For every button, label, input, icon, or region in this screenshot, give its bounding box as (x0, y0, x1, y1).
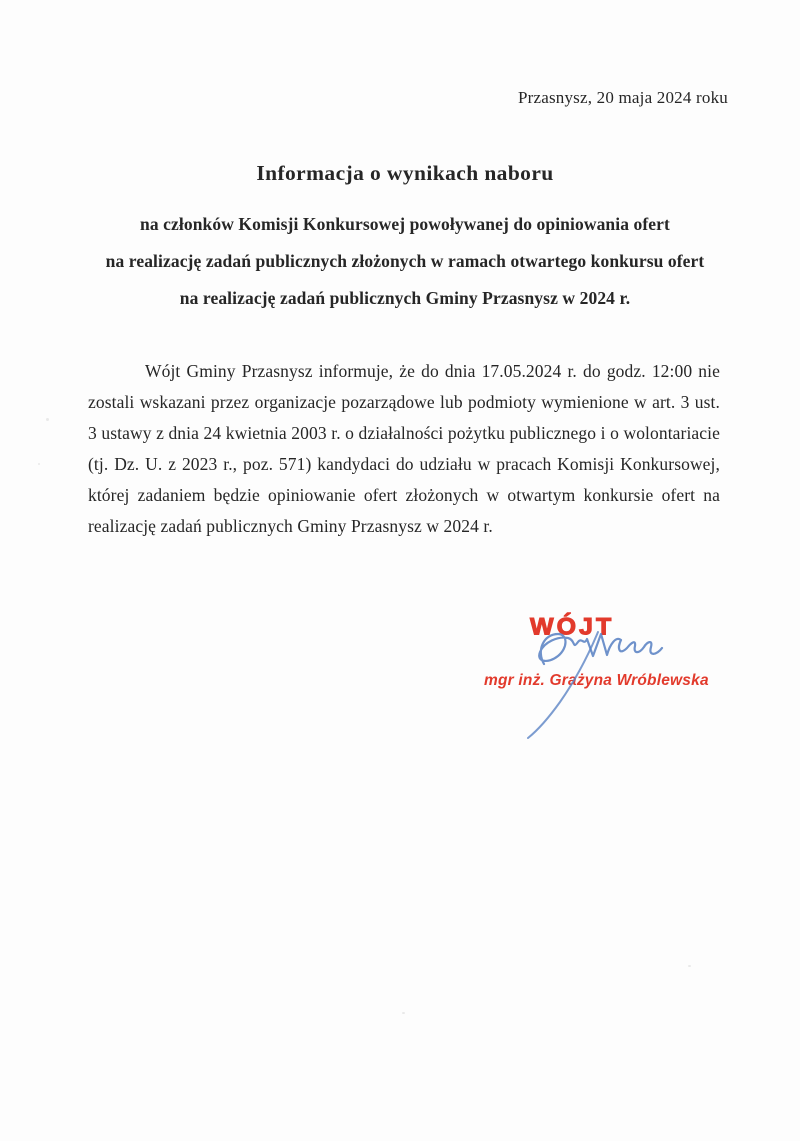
date-line: Przasnysz, 20 maja 2024 roku (517, 88, 728, 107)
document-subtitle (75, 206, 735, 317)
scan-speckle (46, 418, 49, 421)
document-title: Informacja o wynikach naboru (256, 161, 554, 185)
scan-speckle (688, 965, 691, 967)
scan-speckle (38, 463, 40, 465)
scan-speckle (402, 1012, 405, 1014)
signer-name: mgr inż. Grażyna Wróblewska (484, 672, 709, 689)
subtitle-line: na realizację zadań publicznych złożonych w ramach otwartego konkursu ofert (105, 251, 705, 271)
subtitle-line: na realizację zadań publicznych Gminy Przasnysz w 2024 r. (179, 288, 631, 308)
wojt-stamp-title: WÓJT (530, 613, 615, 641)
subtitle-line: na członków Komisji Konkursowej powoływanej do opiniowania ofert (140, 214, 670, 234)
body-paragraph: Wójt Gminy Przasnysz informuje, że do dnia 17.05.2024 r. do godz. 12:00 nie zostali wskazani przez organizacje pozarządowe lub podmioty wymienione w art. 3 ust. 3 ustawy z dnia 24 kwietnia 2003 r. o działalności pożytku publicznego i o wolontariacie (tj. Dz. U. z 2023 r., poz. 571) kandydaci do udziału w pracach Komisji Konkursowej, której zadaniem będzie opiniowanie ofert złożonych w otwartym konkursie ofert na realizację zadań publicznych Gminy Przasnysz w 2024 r. (88, 361, 720, 536)
signature-block (478, 610, 708, 760)
